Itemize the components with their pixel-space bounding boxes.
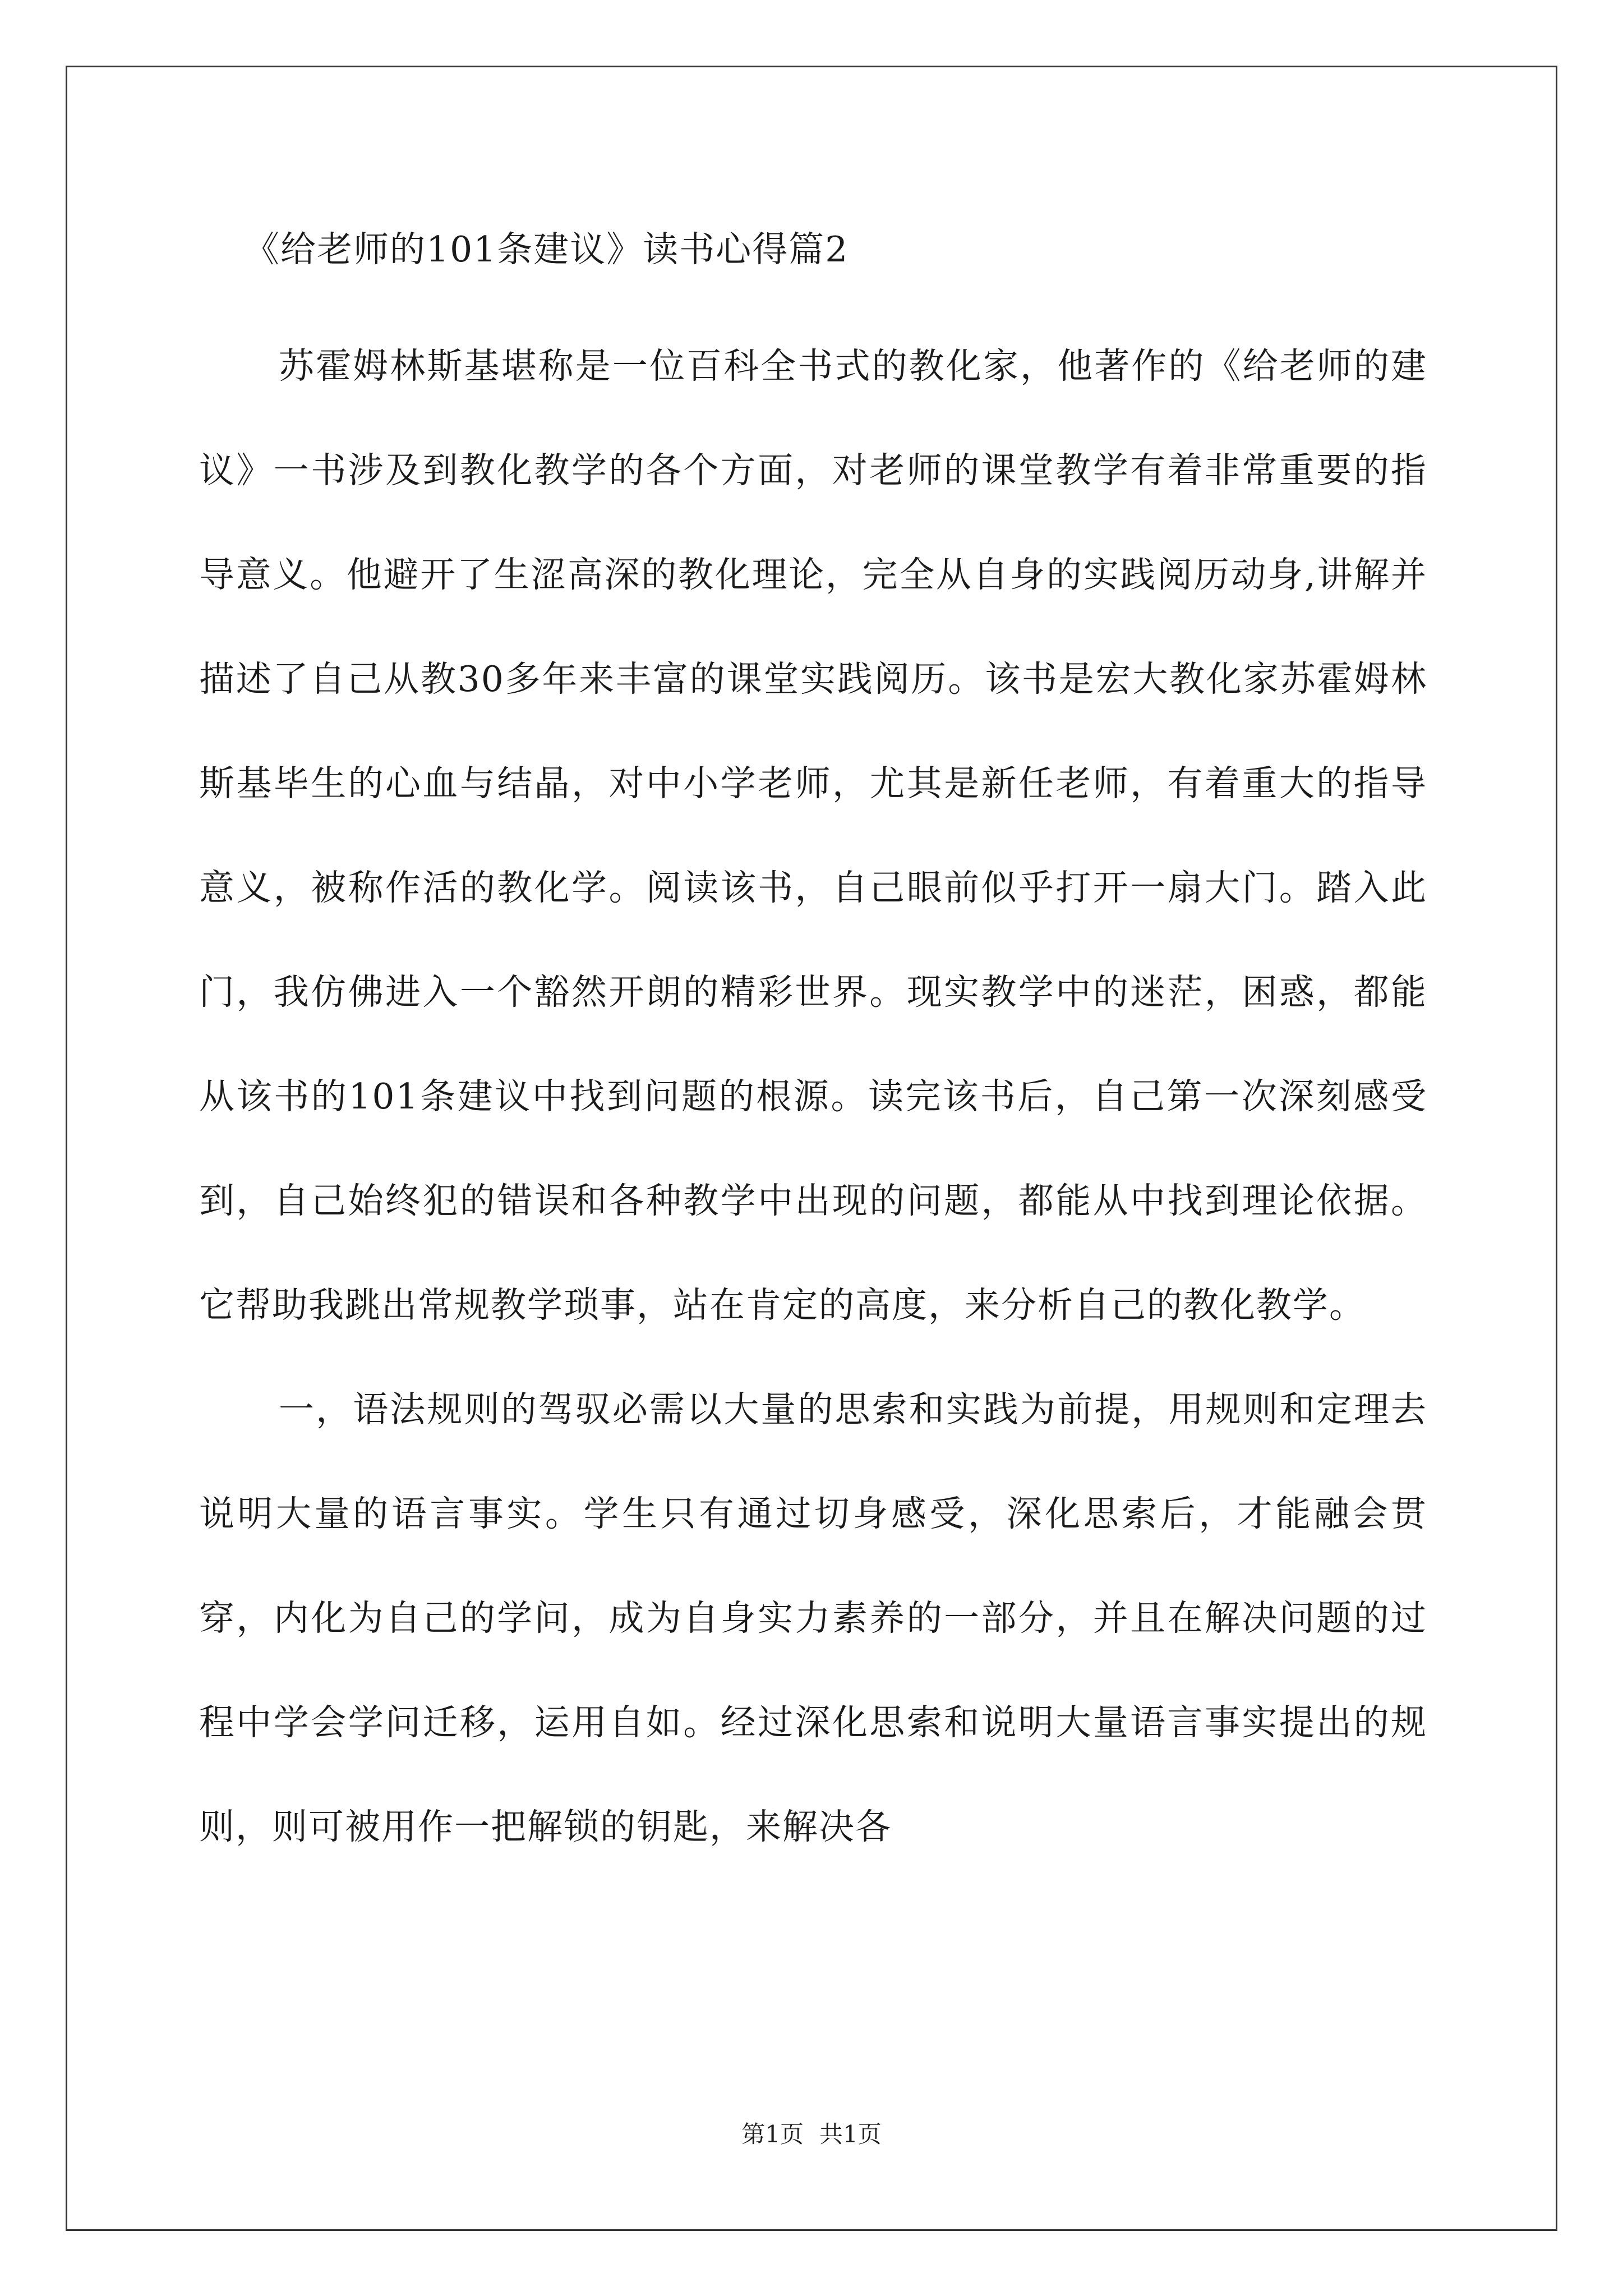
paragraph-2: 一，语法规则的驾驭必需以大量的思索和实践为前提，用规则和定理去说明大量的语言事实。学生只有通过切身感受，深化思索后，才能融会贯穿，内化为自己的学问，成为自身实力素养的一部分，并且在解决问题的过程中学会学问迁移，运用自如。经过深化思索和说明大量语言事实提出的规则，则可被用作一把解锁的钥匙，来解决各 xyxy=(199,1389,1427,1847)
document-body xyxy=(199,224,1427,1879)
page-total: 共1页 xyxy=(819,2120,882,2148)
paragraph-1: 苏霍姆林斯基堪称是一位百科全书式的教化家，他著作的《给老师的建议》一书涉及到教化教学的各个方面，对老师的课堂教学有着非常重要的指导意义。他避开了生涩高深的教化理论，完全从自身的实践阅历动身,讲解并描述了自己从教30多年来丰富的课堂实践阅历。该书是宏大教化家苏霍姆林斯基毕生的心血与结晶，对中小学老师，尤其是新任老师，有着重大的指导意义，被称作活的教化学。阅读该书，自己眼前似乎打开一扇大门。踏入此门，我仿佛进入一个豁然开朗的精彩世界。现实教学中的迷茫，困惑，都能从该书的101条建议中找到问题的根源。读完该书后，自己第一次深刻感受到，自己始终犯的错误和各种教学中出现的问题，都能从中找到理论依据。它帮助我跳出常规教学琐事，站在肯定的高度，来分析自己的教化教学。 xyxy=(199,346,1427,1326)
document-title: 《给老师的101条建议》读书心得篇2 xyxy=(244,229,849,270)
page-number: 第1页 xyxy=(741,2120,804,2148)
page-footer xyxy=(0,2118,1623,2151)
paragraph-list xyxy=(199,314,1427,1879)
